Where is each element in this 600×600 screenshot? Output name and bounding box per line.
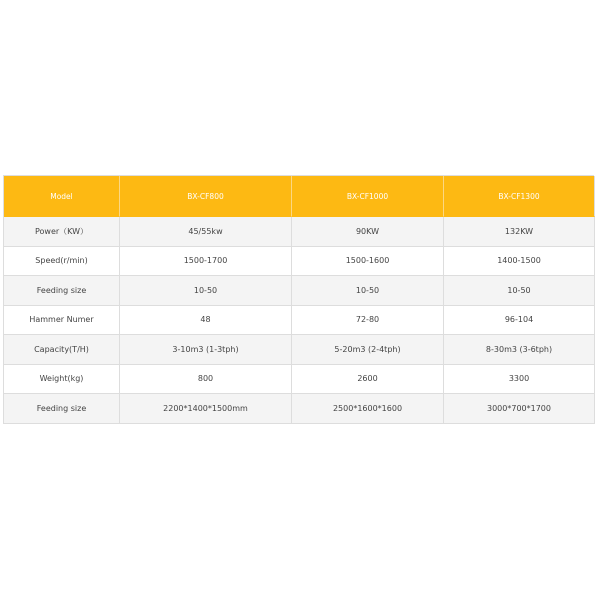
row-label: Hammer Numer — [4, 306, 120, 336]
table-cell: 2200*1400*1500mm — [120, 394, 292, 424]
row-label: Feeding size — [4, 276, 120, 306]
table-row — [4, 217, 594, 247]
table-row — [4, 365, 594, 395]
table-row — [4, 394, 594, 424]
table-cell: 45/55kw — [120, 217, 292, 247]
row-label: Capacity(T/H) — [4, 335, 120, 365]
table-cell: 800 — [120, 365, 292, 395]
table-cell: 8-30m3 (3-6tph) — [444, 335, 595, 365]
table-cell: 90KW — [292, 217, 444, 247]
table-cell: 3300 — [444, 365, 595, 395]
table-cell: 1500-1700 — [120, 247, 292, 277]
header-cell-bx-cf800: BX-CF800 — [120, 176, 292, 217]
table-cell: 10-50 — [292, 276, 444, 306]
row-label: Weight(kg) — [4, 365, 120, 395]
table-row — [4, 276, 594, 306]
row-label: Feeding size — [4, 394, 120, 424]
table-cell: 3000*700*1700 — [444, 394, 595, 424]
table-cell: 1500-1600 — [292, 247, 444, 277]
table-cell: 2500*1600*1600 — [292, 394, 444, 424]
table-cell: 132KW — [444, 217, 595, 247]
table-header-row — [4, 176, 594, 217]
spec-table — [3, 175, 594, 424]
table-row — [4, 306, 594, 336]
header-cell-model: Model — [4, 176, 120, 217]
row-label: Power（KW） — [4, 217, 120, 247]
table-cell: 96-104 — [444, 306, 595, 336]
table-row — [4, 335, 594, 365]
table-cell: 48 — [120, 306, 292, 336]
table-row — [4, 247, 594, 277]
table-cell: 5-20m3 (2-4tph) — [292, 335, 444, 365]
table-cell: 3-10m3 (1-3tph) — [120, 335, 292, 365]
header-cell-bx-cf1300: BX-CF1300 — [444, 176, 595, 217]
table-cell: 72-80 — [292, 306, 444, 336]
row-label: Speed(r/min) — [4, 247, 120, 277]
table-cell: 10-50 — [444, 276, 595, 306]
header-cell-bx-cf1000: BX-CF1000 — [292, 176, 444, 217]
table-cell: 10-50 — [120, 276, 292, 306]
table-cell: 1400-1500 — [444, 247, 595, 277]
table-cell: 2600 — [292, 365, 444, 395]
